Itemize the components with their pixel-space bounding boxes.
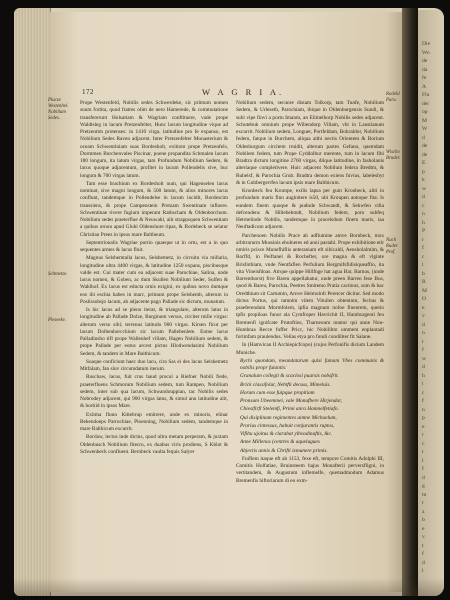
facing-page xyxy=(418,10,444,596)
left-text-column xyxy=(80,100,228,576)
verse-line: Granalum collegit & scaclosi puarsis nobsfrit. xyxy=(240,373,339,380)
page-number: 172 xyxy=(82,88,94,96)
paragraph: Prope Westenfeld, Nobilis sedes Schwerdeke, sic primum nomen suum fortita, quod fratres olim de nero Hamerede, & commutatione transfererunt Holsatiam & Wagriam conftituere, vade prope Waldtsleg in lacum Pretzenfelter, Hunc lacum longitudine vique ad Pretzentim protenses: in 1410 virga, latitudine pro fe expanso, est Nobilium Sedes Raven adjacent. Inter Pretzenfelter Monasterium & oceam Schwentiniam suas Bordesholt, exitiom prope Pretzenfels, Dormmen Burchenvales Piscinar, poene propandita Schmalen lacum 180 longum, ita latum virgas, tam Profundum Nobilium Sedem, & lacus quoque adjacentum, profitet in lacum Pollendelis sive, huc longum & 700 virgas latum. xyxy=(80,100,228,179)
margin-note-rodeld: Rodeld Paru. xyxy=(386,92,400,103)
paragraph: Tam esse brachium ex Bordesholt num, qui Hagenselen lacus nominat, sive magni longum, & 500 latum, & alios minores lacus conflunt, tandemque in Pollendelse in lacum incidit, Bordescim transsiens, & prope Campenstein Pretzam Swentinam influere. Schwentinae rivere fugiunt imperant Rathscham & Oldenborchum. Nobilium sedes praeterflue & Neuwahl, alit strappsquen Schwentiam a quibus ornon apud Gluhi Oldenshure ripas, & Borlebeck se selatur Christian Preez in ipsos mare Baltheum. xyxy=(80,180,228,238)
verse-line: Abjectis annis & Chrifti ixmunere primis. xyxy=(240,447,328,454)
verse-line: Anne Millenos (centres & aquelugues xyxy=(240,439,320,446)
page-edges xyxy=(14,8,51,596)
paragraph: Exitma flunn Kittebrup emitrere, unde ex minoris, elinar Bekendoeps Parrochiae, Ploenning, Nobilium sedem, tandemque in mare Balthicum excurrit. xyxy=(80,411,228,432)
paragraph: Suaque conficiunt haec duo lacu, cira Sas ei des lacus Selshemetz Mitfalam, fan sluv circumdatum iterum. xyxy=(80,358,228,372)
running-head: W A G R I A. xyxy=(202,87,285,97)
paragraph: Nobilium sedem, secunre distam Tolkorp, tam Tunfe, Nobilium Sedem, & Urleseth, Parochiam, ibique in Oldenburgensis Sundi, & subi vipe finvi a portu Imanm, an Elimelhorp Nobilis sedes adjacent. Schutebuk omnium prope Wibendorp Villam, vbi in Lanstianum excurrit. Nobilium sedem, Longuer, Portfeldam, Bohraldor, Nobilium fedem, fatque in Burchem, aliqua aitbi nectis Orientem & Borium Oldesburgum circitem truidit, alterum partes Gefano, quemdam Nobilem fedem, tum Prope Cyddolbur merente, tum in lacum fibi Bradtra dictum longitine 2760 virgas, dilque latitudine, in fasholanis alteriaque completivere. Huic adjacent Nobilum federa Bredtm, & Ruhelsf, & Parochia Grub. Bradtra demon exiens fuvius, labelesbyt & in Gubbergerrfen lacum ipsis mare Balthicum. xyxy=(236,100,384,186)
margin-note-plucz: Plucze Westenhel. Nobilium Sedes. xyxy=(48,98,69,121)
verse-line: Horum cum esse fuipque propitiam xyxy=(240,389,315,396)
right-text-column xyxy=(236,100,384,570)
margin-note-seltmetze: Seltmetze. xyxy=(48,272,68,277)
verse-line: Brick classifolur, Nebtfti decuss, Mimeluis. xyxy=(240,381,331,388)
verse-line: Chiestfirfl Stelemfi, Primi anra Hamnelfetiafo. xyxy=(240,406,339,413)
paragraph: Parchenoen Nobilis Prace ab adflumine amve Bornbeck, mox arbitrarurm Mussinis ebulneres ed anni pastabi. Prope exhibitione etir nmiris pcisce Munefhiflis anteraniam eft sibicaldi, Aensholalmim, & Rorffd, in Peiftanel & Rochefter, ore magna & eft vlginte Brisfothiam, vnde Nentfaflen Perfulium Bergmifsfidisiqueaffio, ita vita Vineisfdoas. Atrque quippe Hillfnge hat agua Bar, Barnus, (unde Barrenthorst) five Bareu appellabatur, unde preen Barren fese Bus, quod & Bareu, Parochia, Peetres Smitemo Pratia cactinus, sum & bac Oredthium sit Cartumin, Arnve Helmolrdi Peretcer dicitur. Sed modo dictus Portus, qui tamnim vilem Vituilen obtentum, fecitas & praeferendum Mormfolem, ipfia magnum nofoe fluenrem, quetio tpfis propiloas funor ala Cymfroper Havrichit II, Hamburgenti feu Bremenfi ignifcate Prutoftins, Tharneoum nuntur qui anne Non-Humbraa Recce fuffer Pricc, hic Nobilibm ommem enplantadi forimfam praulendus. Veilas etya pro fundi condiliter fit Salane. xyxy=(236,232,384,340)
facing-page-text: Die Wo de da fe A Flu der op M W d de de E p k w d c n h P r f c l b R M O e v d n t f w d h l c f n p e r c t l f d g m r a b e v t f d l xyxy=(422,41,431,574)
paragraph: Ruschaw, lacus, fuit crus haud procul a Riefner Nobili fiede, praeterfluens Schmorum Nobilium sedem, tum Rampen, Nobilium sedem, inter sub qua lacum, Schwandouppian, tac Nobilis sedes Nobrodey adjacent, qui 900 virgas latus, & simul ann latitudine alit, & bortiid in ipsos Mare. xyxy=(80,374,228,410)
paragraph: Kronbeck feu Krompe, exilis lapsa per gum Kronbeck, aliti in profundum maris finn auginitere is50, ubi Kroupen autoque fita: Is eundem finem quoque & pudnde Schwandt, & Sehwfen villa defcendens & Hillebehmdt, Nobilium fedem, poro subfeq Hetrnelinde Nobilis, tandemque in pracelsdum finem maris, iaa Neuftadicum adjacent. xyxy=(236,188,384,231)
margin-note-wischo: Wischo Bruder. xyxy=(386,150,401,161)
margin-note-nuch: Nuch Ruder Prof. xyxy=(386,238,398,255)
paragraph: Magnus Selshemtalla lacus, Selshemetz, in circuitu via millaria, longitudine ultra 4400 virgas, & latitudine 1250 expans, piscibusque valde est. Cui mater cum ea adjacent suae Parochiae, Salina, unde lacus nomen, & Goben, ac dum Skullen Nobilium Seder, Sulfen & Wahlhof. Ex lacus est educta ornis exigini, ex quibus novo dumque eos ibi eschia habes in marc, primum prope Selshemb, alterum in Poslissobsjo lacum, ab adjacente pago Pallade sic dictum, munatum. xyxy=(80,255,228,305)
paragraph: In (Hamvican II Archiepicfcopo) (cujus Perfonifis dicium Landem Muniche. xyxy=(236,342,384,356)
paragraph: Septentrionalis Wagriae portio quaeque ut in ortu, est a in quo sequentes armes & lacus fluit. xyxy=(80,239,228,253)
verse-line: Pronsum Ubeemmei, vale Monufbere Hirjendar, xyxy=(240,398,342,404)
margin-note-pleseeke: Pleseeke. xyxy=(48,318,66,323)
verse-line: Bychi quondam, meandatarum qulsi famam Vbes communis & nobilis propr fulantis: xyxy=(240,357,384,371)
verse-line: Vifibu ujoitus & clarabat ylhvadinaftis, &c. xyxy=(240,431,333,437)
verse-line: Prarius cintessus, habuit conjurantis ruptos, xyxy=(240,422,335,429)
bottom-shadow xyxy=(14,578,444,596)
paragraph: Is hic lacus ad se pleno iterat, & triangulare, alterum latus in longitudine ab Pallade Dolze, Burginum versus, circiter mille virgas: alterum verso sibi; terrenus latitudo 900 virgas. Kirsen flcut per lacum Dolbenborcchium sic lacum Pallebenlete. Entne lacus Palladinsho tifl prope Wallenhef villam, Hagen Nobilium sedem, & prope Pallade per eotus arcest pictus Hlodwendasimi Nobilium Sedem, & tandem in Mare Balthicum. xyxy=(80,307,228,357)
verse-line: Qui disiplinam regimentes aimne Michaelum, xyxy=(240,414,337,421)
paragraph: Fuiflem itaque eft ab 1153, fexe eft, tempore Comitis Adolphi III, Comitis Holfatiae, Bruinsteem hajus Monafterii perversfligni, in vertitandem, & Augustum inflemelfe, quemadmodum Adamus Bremenfis hiftoriarum di eo exm- xyxy=(236,455,384,484)
paragraph: Bordaw, lectus inde dictus, quod ultra metam perperam, & juxtam Oldenbusch Nobilium fitecru, ex duabus viris prodiens, S Kblot & Schwenbeck confluent. Bernbeck vaulta fequis Salyer xyxy=(80,434,228,455)
